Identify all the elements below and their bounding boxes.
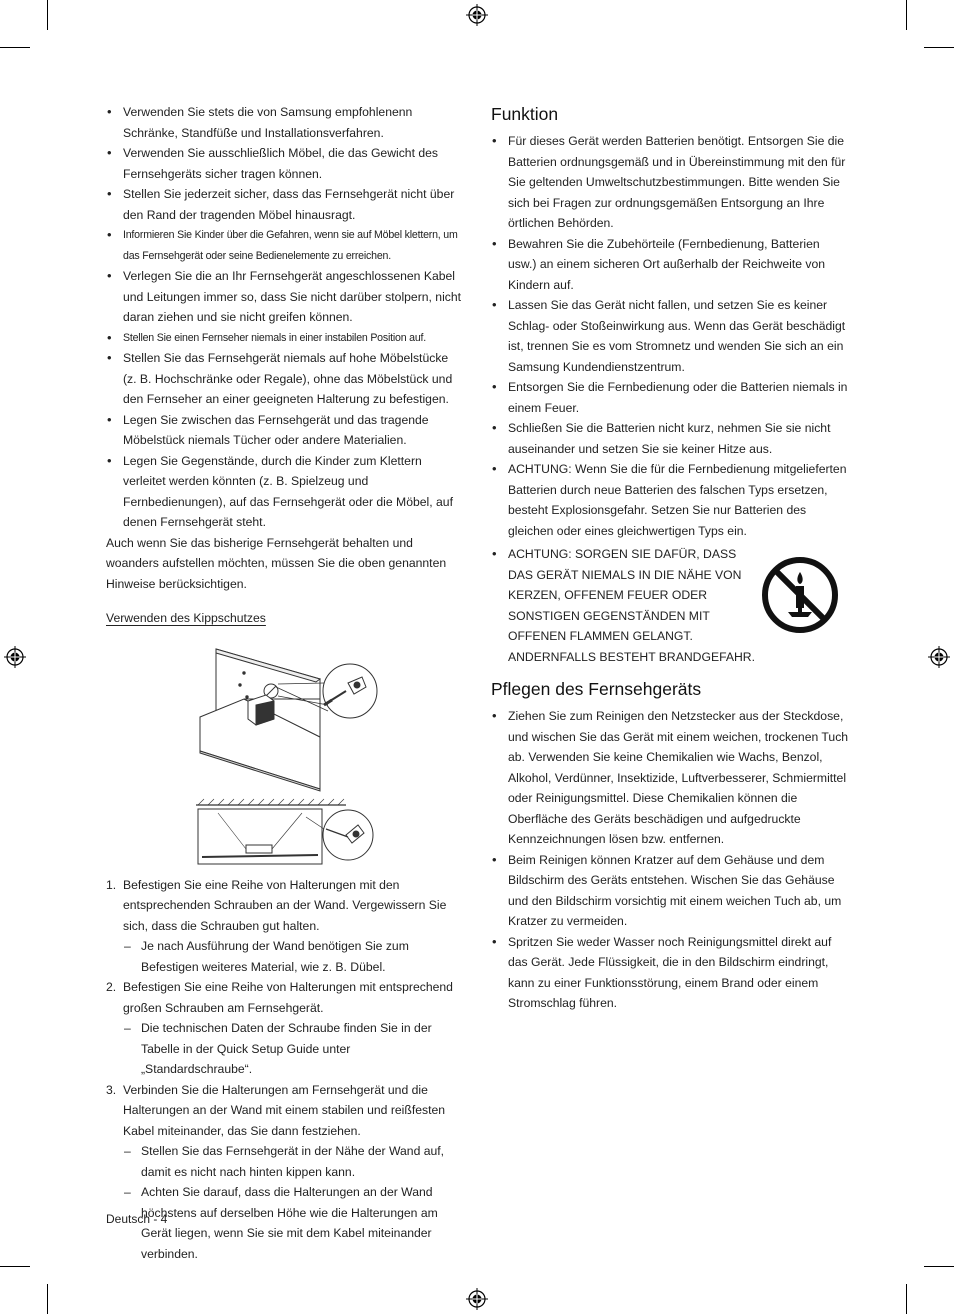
crop-mark <box>47 1284 48 1314</box>
crop-mark <box>47 0 48 30</box>
step-text: Befestigen Sie eine Reihe von Halterungen mit entsprechend großen Schrauben am Fernsehgerät. <box>123 980 453 1015</box>
care-bullet-item: • Beim Reinigen können Kratzer auf dem Gehäuse und dem Bildschirm des Geräts entstehen. Wischen Sie das Gehäuse und den Bildschirm vorsichtig mit einem weichen Tuch ab, um Kratzer zu vermeiden. <box>491 850 849 932</box>
function-bullet-item: • Lassen Sie das Gerät nicht fallen, und setzen Sie es keiner Schlag- oder Stoßeinwirkung aus. Wenn das Gerät beschädigt ist, trennen Sie es vom Stromnetz und wenden Sie sich an ein Samsung Kundendienstzentrum. <box>491 295 849 377</box>
fire-warning-list <box>491 544 849 667</box>
function-bullet-item: • ACHTUNG: Wenn Sie die für die Fernbedienung mitgelieferten Batterien durch neue Batterien des falschen Typs ersetzen, besteht Explosionsgefahr. Setzen Sie nur Batterien des gleichen oder eines gleichwertigen Typs ein. <box>491 459 849 541</box>
left-column <box>106 102 464 1264</box>
registration-mark-icon <box>928 646 950 668</box>
safety-bullet-list <box>106 102 464 533</box>
safety-bullet-item: • Legen Sie zwischen das Fernsehgerät und das tragende Möbelstück niemals Tücher oder andere Materialien. <box>106 410 464 451</box>
anti-tip-steps <box>106 875 464 1265</box>
safety-bullet-item: • Stellen Sie jederzeit sicher, dass das Fernsehgerät nicht über den Rand der tragenden Möbel hinausragt. <box>106 184 464 225</box>
function-bullet-list <box>491 131 849 541</box>
crop-mark <box>906 0 907 30</box>
registration-mark-icon <box>466 4 488 26</box>
page-footer: Deutsch - 4 <box>106 1212 168 1226</box>
step-note: – Die technischen Daten der Schraube finden Sie in der Tabelle in der Quick Setup Guide unter „Standardschraube“. <box>123 1018 464 1080</box>
crop-mark <box>906 1284 907 1314</box>
safety-bullet-item: • Verwenden Sie stets die von Samsung empfohlenenn Schränke, Standfüße und Installationsverfahren. <box>106 102 464 143</box>
step-note: – Stellen Sie das Fernsehgerät in der Nähe der Wand auf, damit es nicht nach hinten kippen kann. <box>123 1141 464 1182</box>
safety-bullet-item: • Verwenden Sie ausschließlich Möbel, die das Gewicht des Fernsehgeräts sicher tragen können. <box>106 143 464 184</box>
right-column <box>491 102 849 1014</box>
crop-mark <box>0 1266 30 1267</box>
care-bullet-item: • Spritzen Sie weder Wasser noch Reinigungsmittel direkt auf das Gerät. Jede Flüssigkeit, die in den Bildschirm eindringt, kann zu einer Funktionsstörung, einem Brand oder einem Stromschlag führen. <box>491 932 849 1014</box>
step-item <box>106 875 464 978</box>
fire-warning-text: • ACHTUNG: SORGEN SIE DAFÜR, DASS DAS GERÄT NIEMALS IN DIE NÄHE VON KERZEN, OFFENEM FEUER ODER SONSTIGEN GEGENSTÄNDEN MIT OFFENEN FLAMMEN GELANGT. ANDERNFALLS BESTEHT BRANDGEFAHR. <box>508 547 755 664</box>
safety-bullet-item: • Informieren Sie Kinder über die Gefahren, wenn sie auf Möbel klettern, um das Fernsehgerät oder seine Bedienelemente zu erreichen. <box>106 225 464 266</box>
function-bullet-item: • Bewahren Sie die Zubehörteile (Fernbedienung, Batterien usw.) an einem sicheren Ort außerhalb der Reichweite von Kindern auf. <box>491 234 849 296</box>
step-notes <box>123 1018 464 1080</box>
function-bullet-item: • Schließen Sie die Batterien nicht kurz, nehmen Sie sie nicht auseinander und setzen Sie sie keiner Hitze aus. <box>491 418 849 459</box>
crop-mark <box>924 47 954 48</box>
safety-bullet-item: • Verlegen Sie die an Ihr Fernsehgerät angeschlossenen Kabel und Leitungen immer so, dass Sie nicht darüber stolpern, nicht daran ziehen und sie nicht greifen können. <box>106 266 464 328</box>
heading-function: Funktion <box>491 104 559 124</box>
step-item <box>106 1080 464 1265</box>
care-bullet-item: • Ziehen Sie zum Reinigen den Netzstecker aus der Steckdose, und wischen Sie das Gerät mit einem weichen, trockenen Tuch ab. Verwenden Sie keine Chemikalien wie Wachs, Benzol, Alkohol, Verdünner, Insektizide, Luftverbesserer, Schmiermittel oder Reinigungsmittel. Diese Chemikalien können die Oberfläche des Geräts beschädigen und aufgedruckte Kennzeichnungen lösen bzw. entfernen. <box>491 706 849 850</box>
step-note: – Je nach Ausführung der Wand benötigen Sie zum Befestigen weiteres Material, wie z. B. Dübel. <box>123 936 464 977</box>
step-text: Verbinden Sie die Halterungen am Fernsehgerät und die Halterungen an der Wand mit einem stabilen und reißfesten Kabel miteinander, das Sie dann festziehen. <box>123 1082 446 1138</box>
registration-mark-icon <box>4 646 26 668</box>
relocation-paragraph: Auch wenn Sie das bisherige Fernsehgerät behalten und woanders aufstellen möchten, müssen Sie die oben genannten Hinweise berücksichtigen. <box>106 535 447 591</box>
step-text: Befestigen Sie eine Reihe von Halterungen mit den entsprechenden Schrauben an der Wand. Vergewissern Sie sich, dass die Schrauben gut halten. <box>123 877 447 933</box>
care-bullet-list <box>491 706 849 1014</box>
fire-warning-item <box>491 544 849 667</box>
safety-bullet-item: • Stellen Sie einen Fernseher niemals in einer instabilen Position auf. <box>106 328 464 349</box>
step-notes <box>123 936 464 977</box>
crop-mark <box>0 47 30 48</box>
step-number: 1. <box>106 877 117 892</box>
step-number: 2. <box>106 980 117 994</box>
step-number: 3. <box>106 1082 117 1097</box>
safety-bullet-item: • Legen Sie Gegenstände, durch die Kinder zum Klettern verleitet werden könnten (z. B. Spielzeug und Fernbedienungen), auf das Fernsehgerät oder die Möbel, auf denen Fernsehgerät steht. <box>106 451 464 533</box>
crop-mark <box>924 1266 954 1267</box>
anti-tip-diagram <box>106 639 464 867</box>
function-bullet-item: • Entsorgen Sie die Fernbedienung oder die Batterien niemals in einem Feuer. <box>491 377 849 418</box>
step-note: – Achten Sie darauf, dass die Halterungen an der Wand höchstens auf derselben Höhe wie die Halterungen am Gerät liegen, wenn Sie sie mit dem Kabel miteinander verbinden. <box>123 1182 464 1264</box>
registration-mark-icon <box>466 1288 488 1310</box>
step-notes <box>123 1141 464 1264</box>
heading-care: Pflegen des Fernsehgeräts <box>491 679 702 699</box>
function-bullet-item: • Für dieses Gerät werden Batterien benötigt. Entsorgen Sie die Batterien ordnungsgemäß und in Übereinstimmung mit den für Sie geltenden Umweltschutzbestimmungen. Bitte wenden Sie sich bei Fragen zur ordnungsgemäßen Entsorgung an Ihre örtlichen Behörden. <box>491 131 849 234</box>
no-open-flame-icon <box>761 556 839 634</box>
anti-tip-subheading: Verwenden des Kippschutzes <box>106 611 266 625</box>
anti-tip-illustration <box>106 639 464 867</box>
safety-bullet-item: • Stellen Sie das Fernsehgerät niemals auf hohe Möbelstücke (z. B. Hochschränke oder Regale), ohne das Möbelstück und den Fernseher an einer geeigneten Halterung zu befestigen. <box>106 348 464 410</box>
step-item <box>106 977 464 1080</box>
